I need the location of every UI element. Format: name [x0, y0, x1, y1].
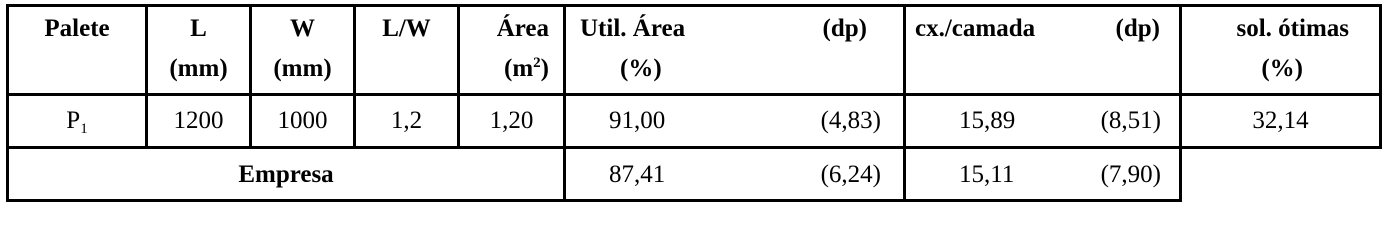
p1-palete-base: P: [66, 107, 81, 134]
header-palete: Palete: [44, 15, 110, 42]
header-area: Área: [496, 15, 549, 42]
col-divider-util: [563, 4, 566, 202]
table-border-right: [1379, 4, 1382, 149]
table-border-top: [6, 4, 1382, 7]
header-util-area-unit: (%): [620, 55, 662, 82]
table-border-bottom: [6, 199, 1182, 202]
p1-cx-dp: (8,51): [1100, 107, 1161, 134]
p1-row-divider: [6, 146, 1382, 149]
header-area-unit: [460, 54, 549, 84]
p1-util-dp: (4,83): [820, 107, 881, 134]
header-area-unit-close: ): [540, 55, 549, 82]
header-sol-unit: (%): [1261, 55, 1303, 82]
header-area-unit-base: (m: [504, 55, 534, 82]
empresa-util-area: 87,41: [609, 161, 666, 188]
p1-l: 1200: [173, 107, 224, 134]
header-l-unit: (mm): [169, 55, 228, 82]
header-cx-dp: (dp): [1115, 15, 1160, 42]
p1-w: 1000: [277, 107, 328, 134]
header-w-unit: (mm): [273, 55, 332, 82]
header-sol-otimas: sol. ótimas: [1236, 15, 1349, 42]
header-util-dp: (dp): [822, 15, 867, 42]
header-row-divider: [6, 93, 1382, 96]
empresa-util-dp: (6,24): [820, 161, 881, 188]
p1-cx-camada: 15,89: [959, 107, 1016, 134]
header-area-unit-exp: 2: [533, 55, 541, 71]
header-cx-camada: cx./camada: [915, 15, 1036, 42]
header-util-area: Util. Área: [580, 15, 686, 42]
col-divider-cx: [903, 4, 906, 202]
p1-area: 1,20: [489, 107, 534, 134]
p1-util-area: 91,00: [609, 107, 666, 134]
empresa-cx-camada: 15,11: [959, 161, 1015, 188]
p1-lw: 1,2: [390, 107, 423, 134]
p1-palete-sub: 1: [80, 121, 88, 137]
p1-sol-otimas: 32,14: [1252, 107, 1309, 134]
header-w: W: [290, 15, 315, 42]
header-l: L: [190, 15, 207, 42]
p1-palete: [9, 106, 145, 136]
header-lw: L/W: [382, 15, 431, 42]
empresa-label: Empresa: [238, 161, 334, 188]
empresa-cx-dp: (7,90): [1100, 161, 1161, 188]
